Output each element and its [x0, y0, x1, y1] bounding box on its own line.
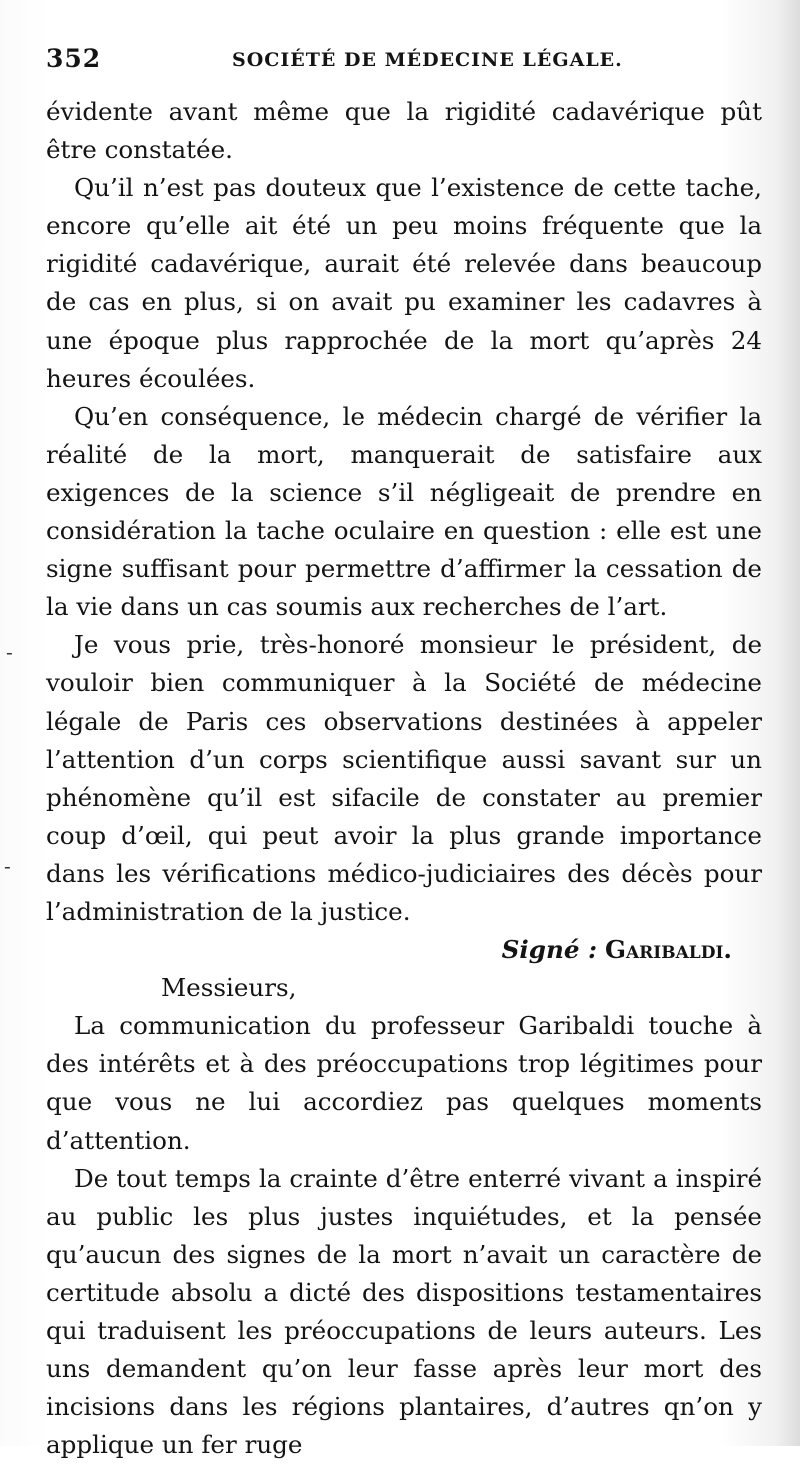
paragraph: La communication du professeur Garibaldi touche à des intérêts et à des préoccupations trop légitimes pour que vous ne lui accordiez pas quelques moments d’attention. [46, 1011, 762, 1155]
margin-tick-mark: - [6, 640, 13, 664]
paragraph: Qu’en conséquence, le médecin chargé de vérifier la réalité de la mort, manquerait de satisfaire aux exigences de la science s’il négligeait de prendre en considération la tache oculaire en question : elle est une signe suffisant pour permettre d’affirmer la cessation de la vie dans un cas soumis aux recherches de l’art. [46, 401, 762, 622]
margin-tick-mark: - [4, 854, 11, 878]
salutation: Messieurs, [161, 973, 297, 1003]
paragraph: Je vous prie, très-honoré monsieur le président, de vouloir bien communiquer à la Société de médecine légale de Paris ces observations destinées à appeler l’attention d’un corps scientifique aussi savant sur un phénomène qu’il est sifacile de constater au premier coup d’œil, qui peut avoir la plus grande importance dans les vérifications médico-judiciaires des décès pour l’administration de la justice. [46, 630, 762, 926]
page-header [46, 44, 766, 78]
signature-line [46, 931, 762, 969]
page-number: 352 [46, 44, 102, 73]
paragraph: Qu’il n’est pas douteux que l’existence de cette tache, encore qu’elle ait été un peu moins fréquente que la rigidité cadavérique, aurait été relevée dans beaucoup de cas en plus, si on avait pu examiner les cadavres à une époque plus rapprochée de la mort qu’après 24 heures écoulées. [46, 173, 762, 393]
running-head: SOCIÉTÉ DE MÉDECINE LÉGALE. [232, 49, 623, 71]
paragraph-continuation: évidente avant même que la rigidité cadavérique pût être constatée. [46, 97, 762, 165]
body-text [46, 93, 762, 1464]
paragraph: De tout temps la crainte d’être enterré vivant a inspiré au public les plus justes inquiétudes, et la pensée qu’aucun des signes de la mort n’avait un caractère de certitude absolu a dicté des dispositions testamentaires qui traduisent les préoccupations de leurs auteurs. Les uns demandent qu’on leur fasse après leur mort des incisions dans les régions plantaires, d’autres qn’on y applique un fer ruge [46, 1163, 762, 1460]
signature-label: Signé : [501, 935, 598, 965]
signature-name: Garibaldi. [604, 935, 732, 965]
